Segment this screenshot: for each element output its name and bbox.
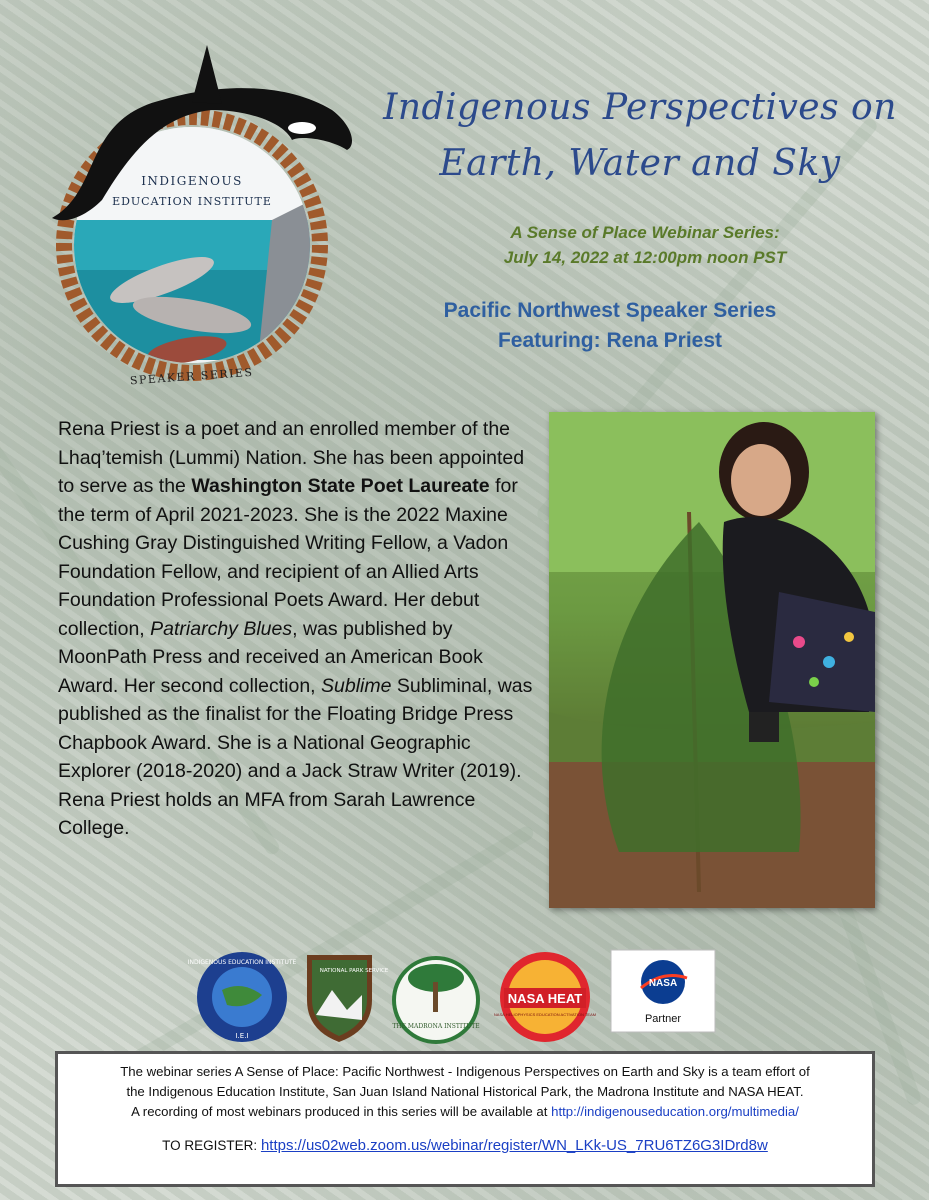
- logo-mid-text: EDUCATION INSTITUTE: [112, 195, 272, 208]
- logo-bottom-text: SPEAKER SERIES: [129, 365, 254, 388]
- page-title: [380, 80, 900, 192]
- footer-line-2: the Indigenous Education Institute, San Juan Island National Historical Park, the Madrona Institute and NASA HEAT.: [126, 1084, 804, 1099]
- svg-text:I.E.I: I.E.I: [235, 1032, 249, 1040]
- nps-arrowhead-logo: [302, 950, 389, 1050]
- bio-text: , was published by MoonPath Press and received an American Book Award. Her second collection,: [58, 617, 483, 697]
- svg-text:THE MADRONA INSTITUTE: THE MADRONA INSTITUTE: [392, 1023, 480, 1030]
- footer-line-3-text: A recording of most webinars produced in this series will be available at: [131, 1104, 552, 1119]
- iei-speaker-series-logo: [42, 40, 360, 390]
- speaker-photo: [549, 412, 875, 908]
- register-link[interactable]: https://us02web.zoom.us/webinar/register/WN_LKk-US_7RU6TZ6G3IDrd8w: [260, 1137, 768, 1154]
- series-line-1: Pacific Northwest Speaker Series: [443, 299, 777, 322]
- webinar-subtitle: [420, 220, 870, 270]
- svg-text:NASA HEAT: NASA HEAT: [507, 991, 583, 1006]
- svg-text:NATIONAL PARK SERVICE: NATIONAL PARK SERVICE: [319, 968, 389, 974]
- nasa-heat-logo: [494, 950, 596, 1050]
- series-line-2: Featuring: Rena Priest: [497, 329, 723, 352]
- partner-logos: [0, 950, 929, 1045]
- subtitle-line-2: July 14, 2022 at 12:00pm noon PST: [503, 248, 787, 267]
- svg-text:INDIGENOUS EDUCATION INSTITUTE: INDIGENOUS EDUCATION INSTITUTE: [187, 959, 297, 966]
- svg-text:NASA: NASA: [648, 978, 678, 989]
- bio-italic-book: Sublime: [321, 674, 392, 697]
- logo-top-text: INDIGENOUS: [141, 174, 243, 188]
- madrona-institute-logo: [391, 950, 481, 1050]
- register-label: TO REGISTER:: [162, 1138, 261, 1153]
- speaker-series-heading: [410, 296, 810, 356]
- title-line-2: Earth, Water and Sky: [439, 143, 841, 184]
- register-line: [58, 1136, 872, 1156]
- iei-seal-logo: [187, 950, 297, 1050]
- bio-text: for the term of April 2021-2023. She is the 2022 Maxine Cushing Gray Distinguished Writing Fellow, a Vadon Foundation Fellow, and recipient of an Allied Arts Foundation Professional Poets Award. Her debut collection,: [58, 475, 518, 640]
- nasa-partner-logo: [611, 950, 715, 1037]
- footer-line-1: The webinar series A Sense of Place: Pacific Northwest - Indigenous Perspectives on Earth and Sky is a team effort of: [120, 1064, 810, 1079]
- speaker-bio: [58, 415, 538, 843]
- multimedia-link[interactable]: http://indigenouseducation.org/multimedia/: [551, 1104, 799, 1119]
- svg-text:NASA HELIOPHYSICS EDUCATION AC: NASA HELIOPHYSICS EDUCATION ACTIVATION TEAM: [493, 1012, 597, 1017]
- bio-text: Rena Priest is a poet and an enrolled member of the Lhaq’temish (Lummi) Nation. She has been appointed to serve as the: [58, 418, 525, 497]
- footer-box: [55, 1051, 875, 1187]
- bio-text: Subliminal, was published as the finalist for the Floating Bridge Press Chapbook Award. She is a National Geographic Explorer (2018-2020) and a Jack Straw Writer (2019). Rena Priest holds an MFA from Sarah Lawrence College.: [58, 674, 533, 839]
- subtitle-line-1: A Sense of Place Webinar Series:: [510, 223, 780, 242]
- bio-italic-book: Patriarchy Blues: [150, 617, 293, 640]
- title-line-1: Indigenous Perspectives on: [383, 87, 897, 128]
- svg-text:Partner: Partner: [644, 1013, 682, 1025]
- footer-line-3: [58, 1102, 872, 1122]
- bio-bold-title: Washington State Poet Laureate: [191, 475, 490, 497]
